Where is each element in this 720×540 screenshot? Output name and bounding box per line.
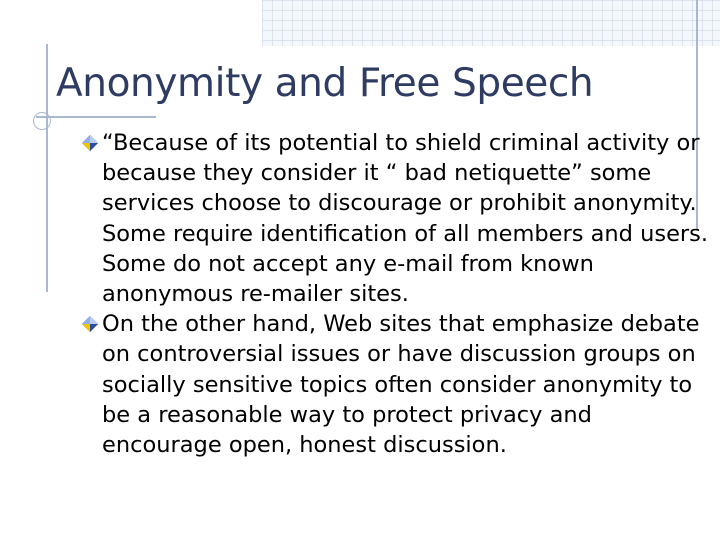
bullet-item [82,309,714,460]
circle-decoration [33,112,51,130]
bullet-item [82,128,714,309]
left-vertical-line [46,44,48,292]
diamond-bullet-icon [82,135,98,151]
slide-title: Anonymity and Free Speech [56,61,594,106]
bullet-text: On the other hand, Web sites that emphasize debate on controversial issues or have discussion groups on socially sensitive topics often consider anonymity to be a reasonable way to protect privacy and encourage open, honest discussion. [102,311,700,459]
grid-decoration [262,0,720,46]
bullet-list [82,128,714,460]
title-underline [36,116,156,118]
diamond-bullet-icon [82,316,98,332]
bullet-text: “Because of its potential to shield criminal activity or because they consider it “ bad netiquette” some services choose to discourage or prohibit anonymity. Some require identification of all members and users. Some do not accept any e-mail from known anonymous re-mailer sites. [102,130,709,308]
